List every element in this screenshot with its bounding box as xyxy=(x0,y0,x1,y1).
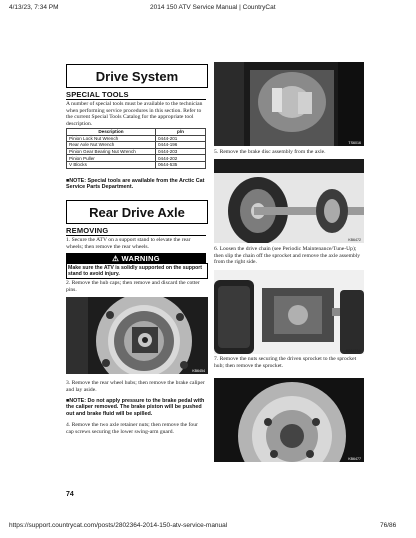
tool-description: Pinion Gear Bearing Nut Wrench xyxy=(67,148,156,155)
page-number: 74 xyxy=(66,491,74,498)
step-4: 4. Remove the two axle retainer nuts; then remove the four cap screws securing the lower swing-arm guard. xyxy=(66,422,198,435)
sprocket-illustration xyxy=(214,378,364,462)
tool-description: Rear Axle Nut Wrench xyxy=(67,142,156,149)
table-row xyxy=(67,155,206,162)
heading-rule xyxy=(66,99,206,100)
tool-part-number: 0644-535 xyxy=(155,161,205,168)
tool-part-number: 0444-196 xyxy=(155,142,205,149)
figure-number: KB6472 xyxy=(348,238,361,242)
special-tools-heading: SPECIAL TOOLS xyxy=(66,90,129,99)
special-tools-note: ■NOTE: Special tools are available from the Arctic Cat Service Parts Department. xyxy=(66,178,205,191)
print-datetime: 4/13/23, 7:34 PM xyxy=(9,4,59,11)
chain-illustration xyxy=(214,270,364,354)
figure-number: TS6016 xyxy=(348,141,361,145)
print-page-count: 76/86 xyxy=(380,522,397,529)
tool-part-number: 0444-203 xyxy=(155,148,205,155)
tool-part-number: 0444-202 xyxy=(155,155,205,162)
table-row xyxy=(67,148,206,155)
brake-disc-illustration xyxy=(214,62,364,146)
tool-description: Pinion Puller xyxy=(67,155,156,162)
step-7: 7. Remove the nuts securing the driven sprocket to the sprocket hub; then remove the sprocket. xyxy=(214,356,357,369)
section-title: Drive System xyxy=(66,64,208,88)
step-1: 1. Secure the ATV on a support stand to elevate the rear wheels; then remove the rear wheels. xyxy=(66,237,191,250)
hub-illustration xyxy=(66,297,208,374)
figure-number: KB6476A xyxy=(345,349,361,353)
warning-text: Make sure the ATV is solidly supported on the support stand to avoid injury. xyxy=(66,263,208,279)
print-url: https://support.countrycat.com/posts/2802364-2014-150-atv-service-manual xyxy=(9,522,228,529)
chain-photo xyxy=(214,270,364,354)
figure-number: KB6477 xyxy=(348,457,361,461)
heading-rule xyxy=(66,235,206,236)
tool-description: Pinion Lock Nut Wrench xyxy=(67,135,156,142)
tool-description: V Blocks xyxy=(67,161,156,168)
removing-heading: REMOVING xyxy=(66,226,109,235)
special-tools-table xyxy=(66,128,206,169)
table-row xyxy=(67,142,206,149)
axle-photo xyxy=(214,159,364,243)
hub-photo xyxy=(66,297,208,374)
step-2: 2. Remove the hub caps; then remove and discard the cotter pins. xyxy=(66,280,200,293)
figure-number: KB6454 xyxy=(192,369,205,373)
step-6: 6. Loosen the drive chain (see Periodic Maintenance/Tune-Up); then slip the chain off the sprocket and remove the axle assembly from the right side. xyxy=(214,246,361,266)
sprocket-photo xyxy=(214,378,364,462)
warning-header: ⚠ WARNING xyxy=(66,253,206,263)
table-header-row xyxy=(67,129,206,136)
step-5: 5. Remove the brake disc assembly from the axle. xyxy=(214,149,326,155)
column-header: p/n xyxy=(155,129,205,136)
print-title: 2014 150 ATV Service Manual | CountryCat xyxy=(150,4,276,11)
axle-illustration xyxy=(214,159,364,243)
brake-note: ■NOTE: Do not apply pressure to the brake pedal with the caliper removed. The brake piston will be pushed out and brake fluid will be spilled. xyxy=(66,398,205,417)
table-row xyxy=(67,161,206,168)
column-header: Description xyxy=(67,129,156,136)
special-tools-intro: A number of special tools must be available to the technician when performing service procedures in this section. Refer to the current Special Tools Catalog for the appropriate tool description. xyxy=(66,101,203,127)
table-row xyxy=(67,135,206,142)
brake-disc-photo xyxy=(214,62,364,146)
rear-axle-title: Rear Drive Axle xyxy=(66,200,208,224)
step-3: 3. Remove the rear wheel hubs; then remove the brake caliper and lay aside. xyxy=(66,380,205,393)
tool-part-number: 0444-201 xyxy=(155,135,205,142)
